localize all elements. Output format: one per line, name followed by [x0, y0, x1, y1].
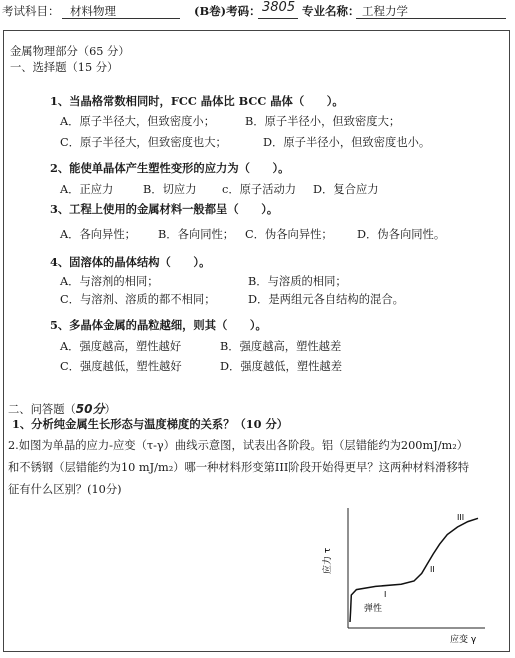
code-label: (B卷)考码：	[194, 4, 261, 18]
q3-option-b: B．各向同性；	[158, 228, 235, 241]
q3-option-a: A．各向异性；	[60, 228, 136, 241]
stage-label-elastic: 弹性	[364, 604, 383, 614]
q5-option-a: A．强度越高，塑性越好	[60, 340, 182, 353]
q2-option-c: c．原子活动力	[222, 183, 297, 196]
exam-code-handwritten: 3805	[262, 0, 296, 15]
stage-label-ii: II	[430, 565, 435, 574]
q5-option-d: D．强度越低，塑性越差	[220, 360, 343, 373]
q3-option-c: C．伪各向异性；	[245, 228, 333, 241]
q4-stem: 4、固溶体的晶体结构（ ）。	[50, 255, 211, 269]
q4-option-a: A．与溶剂的相同；	[60, 275, 159, 288]
q1-option-d: D．原子半径小，但致密度也小。	[263, 136, 431, 149]
q5-option-b: B．强度越高，塑性越差	[220, 340, 342, 353]
essay-q2-line2: 和不锈钢（层错能约为10 mJ/m₂）哪一种材料形变第III阶段开始得更早？这两种材料滑移特	[8, 461, 470, 474]
subject-value: 材料物理	[70, 4, 116, 18]
essay-q1: 1、分析纯金属生长形态与温度梯度的关系？（10 分）	[12, 417, 289, 431]
section1-title: 一、选择题（15 分）	[10, 61, 119, 74]
major-underline	[356, 18, 506, 19]
subject-underline	[62, 18, 180, 19]
code-underline	[258, 18, 298, 19]
major-value: 工程力学	[362, 4, 408, 18]
subject-label: 考试科目：	[2, 4, 60, 18]
major-label: 专业名称：	[302, 4, 360, 18]
stress-strain-chart	[310, 500, 505, 650]
section2-score-handwritten: 50分	[75, 402, 105, 416]
q4-option-d: D．是两组元各自结构的混合。	[248, 293, 404, 306]
q2-stem: 2、能使单晶体产生塑性变形的应力为（ ）。	[50, 161, 290, 175]
stage-label-iii: III	[457, 513, 465, 522]
y-axis-label: 应力 τ	[323, 547, 333, 574]
q5-stem: 5、多晶体金属的晶粒越细，则其（ ）。	[50, 318, 267, 332]
q3-option-d: D．伪各向同性。	[357, 228, 446, 241]
essay-q2-line1: 2.如图为单晶的应力-应变（τ-γ）曲线示意图，试表出各阶段。铝（层错能约为200mJ/m₂）	[8, 439, 469, 452]
q2-option-b: B．切应力	[143, 183, 197, 196]
q2-option-d: D．复合应力	[313, 183, 379, 196]
part-title: 金属物理部分（65 分）	[10, 45, 130, 58]
q1-option-c: C．原子半径大，但致密度也大；	[60, 136, 227, 149]
q5-option-c: C．强度越低，塑性越好	[60, 360, 182, 373]
x-axis-label: 应变 γ	[450, 635, 477, 645]
q1-option-b: B．原子半径小，但致密度大；	[245, 115, 401, 128]
q2-option-a: A．正应力	[60, 183, 114, 196]
q1-stem: 1、当晶格常数相同时，FCC 晶体比 BCC 晶体（ ）。	[50, 94, 344, 108]
section2-title: 二、问答题（50分）	[8, 402, 116, 416]
essay-q2-line3: 征有什么区别？(10分)	[8, 483, 122, 496]
q1-option-a: A．原子半径大，但致密度小；	[60, 115, 216, 128]
q4-option-b: B．与溶质的相同；	[248, 275, 347, 288]
q4-option-c: C．与溶剂、溶质的都不相同；	[60, 293, 216, 306]
q3-stem: 3、工程上使用的金属材料一般都呈（ ）。	[50, 202, 279, 216]
stage-label-i: I	[384, 590, 387, 599]
